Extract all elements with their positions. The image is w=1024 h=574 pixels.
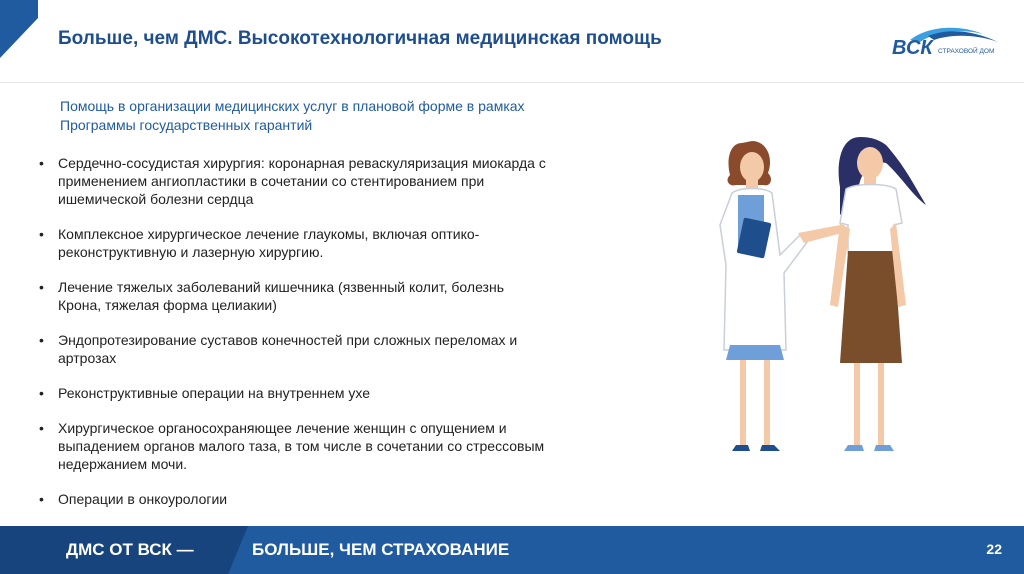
- footer-slogan: БОЛЬШЕ, ЧЕМ СТРАХОВАНИЕ: [252, 540, 510, 559]
- list-item: [34, 154, 634, 208]
- footer-brand: ДМС ОТ ВСК —: [66, 540, 194, 559]
- vsk-logo: [888, 22, 1008, 62]
- list-item-line: применением ангиопластики в сочетании со стентированием при: [58, 173, 485, 189]
- list-item: [34, 419, 634, 473]
- bullet-dot: •: [39, 420, 44, 436]
- list-item-line: Комплексное хирургическое лечение глаукомы, включая оптико-: [58, 226, 480, 242]
- list-item: [34, 384, 634, 402]
- footer-bar: [0, 526, 1024, 574]
- patient-figure: [830, 137, 926, 451]
- doctor-figure: [720, 141, 842, 451]
- bullet-dot: •: [39, 155, 44, 171]
- bullet-dot: •: [39, 491, 44, 507]
- bullet-dot: •: [39, 226, 44, 242]
- list-item-line: ишемической болезни сердца: [58, 191, 254, 207]
- list-item-line: Хирургическое органосохраняющее лечение женщин с опущением и: [58, 420, 507, 436]
- corner-accent: [0, 0, 38, 58]
- list-item-line: Операции в онкоурологии: [58, 491, 228, 507]
- bullet-dot: •: [39, 332, 44, 348]
- list-item-line: Сердечно-сосудистая хирургия: коронарная реваскуляризация миокарда с: [58, 155, 546, 171]
- header-divider: [0, 82, 1024, 83]
- list-item: [34, 278, 634, 314]
- list-item: [34, 225, 634, 261]
- list-item-line: Реконструктивные операции на внутреннем ухе: [58, 385, 370, 401]
- list-item-line: Эндопротезирование суставов конечностей при сложных переломах и: [58, 332, 518, 348]
- list-item-line: артрозах: [58, 350, 117, 366]
- list-item-line: недержанием мочи.: [58, 456, 188, 472]
- doctor-patient-illustration: [690, 125, 940, 465]
- subtitle-line-2: Программы государственных гарантий: [60, 117, 313, 133]
- list-item-line: Лечение тяжелых заболеваний кишечника (язвенный колит, болезнь: [58, 279, 504, 295]
- list-item-line: Крона, тяжелая форма целиакии): [58, 297, 277, 313]
- bullet-dot: •: [39, 385, 44, 401]
- page-title: Больше, чем ДМС. Высокотехнологичная медицинская помощь: [58, 28, 662, 49]
- logo-text: СТРАХОВОЙ ДОМ: [938, 48, 995, 55]
- list-item: [34, 490, 634, 508]
- logo-mark: ВСК: [892, 37, 933, 59]
- list-item-line: реконструктивную и лазерную хирургию.: [58, 244, 324, 260]
- subtitle: [60, 97, 620, 135]
- list-item-line: выпадением органов малого таза, в том числе в сочетании со стрессовым: [58, 438, 545, 454]
- list-item: [34, 331, 634, 367]
- subtitle-line-1: Помощь в организации медицинских услуг в плановой форме в рамках: [60, 98, 525, 114]
- page-number: 22: [986, 541, 1002, 557]
- bullet-list: [34, 154, 634, 525]
- bullet-dot: •: [39, 279, 44, 295]
